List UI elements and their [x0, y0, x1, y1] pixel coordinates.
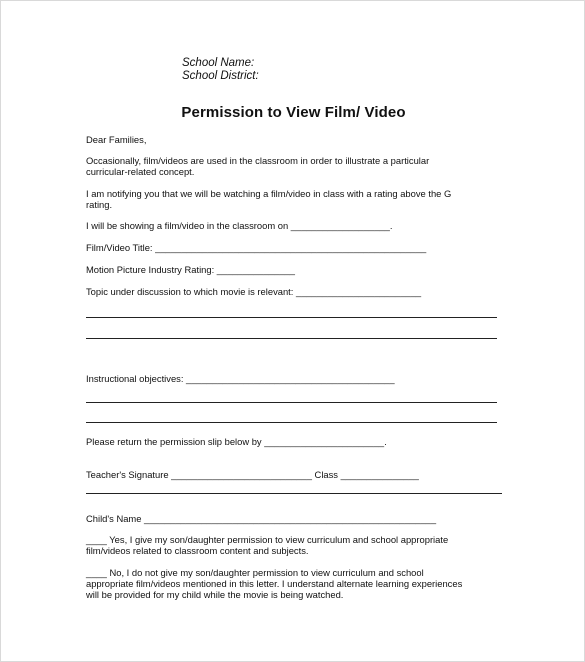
cut-line	[86, 493, 502, 494]
topic-line: Topic under discussion to which movie is relevant: ________________________	[86, 286, 422, 297]
no-option-line-2: appropriate film/videos mentioned in this letter. I understand alternate learning experiences	[86, 578, 463, 589]
rating-line: Motion Picture Industry Rating: _______________	[86, 264, 295, 275]
objectives-blank-line-1	[86, 402, 497, 403]
teacher-signature-line: Teacher's Signature ___________________________ Class _______________	[86, 469, 419, 480]
objectives-blank-line-2	[86, 422, 497, 423]
objectives-line: Instructional objectives: ________________________________________	[86, 373, 395, 384]
no-option-line-3: will be provided for my child while the movie is being watched.	[86, 589, 344, 600]
greeting: Dear Families,	[86, 134, 147, 145]
child-name-line: Child's Name ________________________________________________________	[86, 513, 437, 524]
notice-paragraph-line-1: I am notifying you that we will be watching a film/video in class with a rating above the G	[86, 188, 452, 199]
yes-option-line-2: film/videos related to classroom content and subjects.	[86, 545, 309, 556]
return-date-line: Please return the permission slip below by _______________________.	[86, 436, 387, 447]
intro-paragraph-line-1: Occasionally, film/videos are used in the classroom in order to illustrate a particular	[86, 155, 430, 166]
intro-paragraph-line-2: curricular-related concept.	[86, 166, 195, 177]
notice-paragraph-line-2: rating.	[86, 199, 113, 210]
document-title: Permission to View Film/ Video	[181, 104, 406, 121]
showing-date-line: I will be showing a film/video in the classroom on ___________________.	[86, 220, 393, 231]
no-option-line-1: ____ No, I do not give my son/daughter permission to view curriculum and school	[86, 567, 424, 578]
school-name-label: School Name:	[182, 57, 255, 69]
school-district-label: School District:	[182, 70, 259, 82]
film-title-line: Film/Video Title: ____________________________________________________	[86, 242, 427, 253]
yes-option-line-1: ____ Yes, I give my son/daughter permission to view curriculum and school appropriate	[86, 534, 449, 545]
topic-blank-line-1	[86, 317, 497, 318]
topic-blank-line-2	[86, 338, 497, 339]
